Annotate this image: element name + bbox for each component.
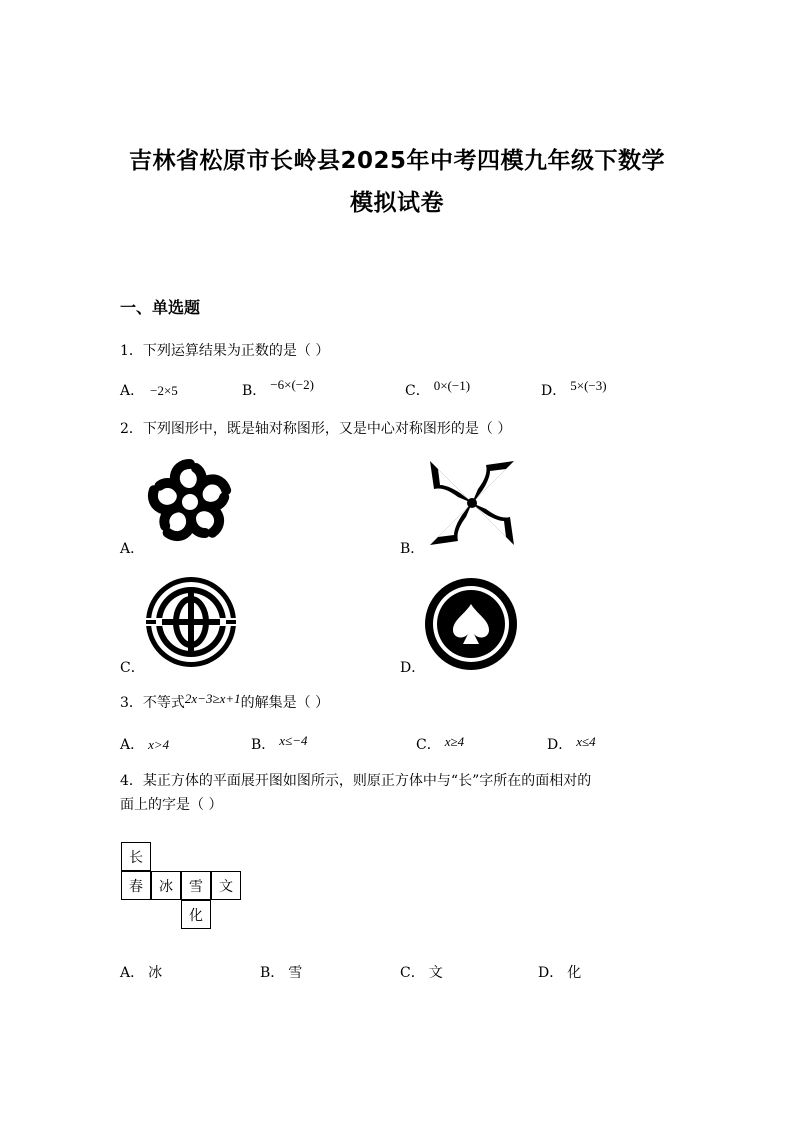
stem-prefix: 3．不等式 xyxy=(120,695,185,711)
option-label: C． xyxy=(405,383,430,399)
document-title-line1: 吉林省松原市长岭县2025年中考四模九年级下数学 xyxy=(128,148,665,174)
option-label: D． xyxy=(547,737,573,753)
section-heading: 一、单选题 xyxy=(120,298,201,317)
spade-circle-icon xyxy=(423,576,519,672)
option-expression: −2×5 xyxy=(150,383,178,398)
option-text: 化 xyxy=(567,965,582,981)
q3-option-c xyxy=(416,734,464,754)
q1-option-c xyxy=(405,380,470,400)
net-cell: 文 xyxy=(211,871,241,900)
option-expression: x≤−4 xyxy=(279,733,308,748)
question-1-stem: 1．下列运算结果为正数的是（ ） xyxy=(120,343,330,359)
option-expression: 0×(−1) xyxy=(433,378,471,393)
circle-emblem-icon xyxy=(143,574,239,670)
q3-option-b xyxy=(251,734,307,754)
q1-option-b xyxy=(242,377,314,400)
q4-option-c xyxy=(400,962,443,982)
question-4-stem-line1: 4．某正方体的平面展开图如图所示，则原正方体中与“长”字所在的面相对的 xyxy=(120,773,592,789)
option-label: D． xyxy=(538,965,564,981)
document-title-line2: 模拟试卷 xyxy=(350,190,444,216)
option-text: 冰 xyxy=(148,965,163,981)
option-label: B． xyxy=(251,737,276,753)
pinwheel-icon xyxy=(424,455,520,551)
net-cell-bottom: 化 xyxy=(181,900,211,929)
q3-option-d xyxy=(547,734,596,754)
option-label: B． xyxy=(242,383,267,399)
cube-net xyxy=(121,842,243,930)
option-label: A． xyxy=(120,965,145,981)
q1-option-d xyxy=(541,380,607,400)
option-label: B． xyxy=(260,965,285,981)
option-label: C． xyxy=(416,737,441,753)
question-3-stem xyxy=(120,690,329,716)
option-expression: x≤4 xyxy=(576,734,596,749)
option-label: C． xyxy=(400,965,425,981)
option-expression: −6×(−2) xyxy=(270,377,314,392)
inequality-expression: 2x−3≥x+1 xyxy=(184,691,241,706)
net-cell: 春 xyxy=(121,871,151,900)
question-4-stem-line2: 面上的字是（ ） xyxy=(120,797,223,813)
option-label: A． xyxy=(120,383,145,399)
question-2-stem: 2．下列图形中，既是轴对称图形，又是中心对称图形的是（ ） xyxy=(120,421,512,437)
option-label: A． xyxy=(120,737,145,753)
option-text: 雪 xyxy=(288,965,303,981)
q4-option-d xyxy=(538,962,581,982)
option-expression: x>4 xyxy=(148,737,170,752)
option-text: 文 xyxy=(428,965,443,981)
trefoil-knot-icon xyxy=(140,455,240,549)
stem-suffix: 的解集是（ ） xyxy=(240,695,330,711)
q2-option-b-label: B． xyxy=(400,541,425,557)
q4-option-b xyxy=(260,962,302,982)
q1-option-a xyxy=(120,380,178,400)
option-label: D． xyxy=(541,383,567,399)
q2-option-a-label: A． xyxy=(120,541,145,557)
q2-option-c-label: C． xyxy=(120,660,145,676)
net-cell: 冰 xyxy=(151,871,181,900)
q4-option-a xyxy=(120,962,162,982)
net-cell-top: 长 xyxy=(121,842,151,871)
q3-option-a xyxy=(120,734,169,754)
option-expression: 5×(−3) xyxy=(570,378,607,393)
q2-option-d-label: D． xyxy=(400,660,426,676)
net-cell: 雪 xyxy=(181,871,211,900)
option-expression: x≥4 xyxy=(444,734,465,749)
